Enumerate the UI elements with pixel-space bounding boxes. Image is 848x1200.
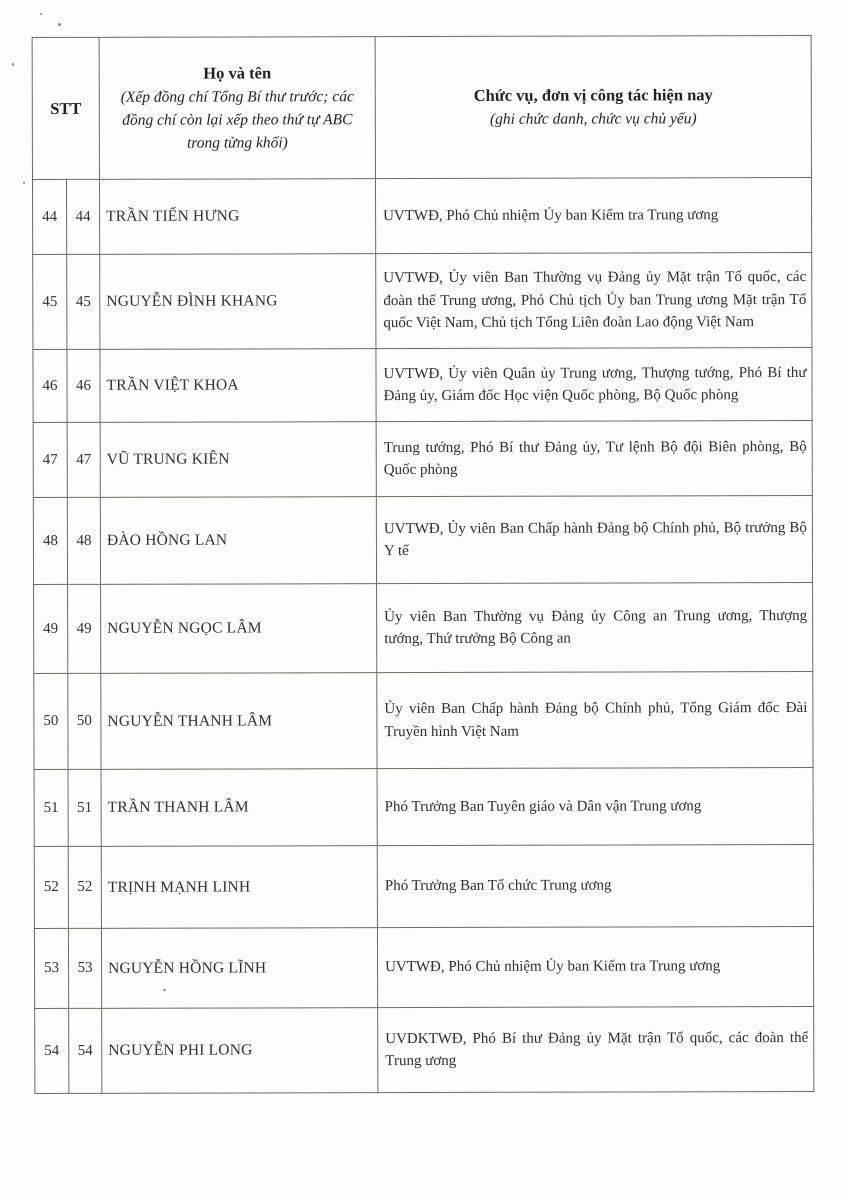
stt-cell-dup: 49	[68, 584, 101, 673]
position-cell: UVDKTWĐ, Phó Bí thư Đảng ủy Mặt trận Tổ quốc, các đoàn thể Trung ương	[378, 1006, 814, 1092]
table-row	[32, 177, 811, 254]
name-cell: NGUYỄN THANH LÂM	[101, 673, 377, 770]
table-row	[33, 420, 812, 497]
stt-cell-dup: 52	[68, 846, 101, 928]
position-cell: UVTWĐ, Ủy viên Ban Chấp hành Đảng bộ Chính phủ, Bộ trưởng Bộ Y tế	[376, 495, 812, 583]
table-row	[34, 767, 813, 846]
header-position-title: Chức vụ, đơn vị công tác hiện nay	[473, 85, 713, 105]
name-cell: NGUYỄN HỒNG LĨNH	[101, 928, 377, 1009]
table-header-row	[32, 35, 811, 179]
stt-cell: 53	[34, 928, 68, 1008]
stt-cell: 45	[33, 254, 67, 349]
stt-cell: 46	[33, 349, 67, 422]
stt-cell-dup: 46	[67, 349, 100, 422]
scan-speck	[12, 63, 14, 66]
position-cell: Phó Trưởng Ban Tuyên giáo và Dân vận Trung ương	[377, 767, 813, 845]
stt-cell-dup: 45	[67, 254, 100, 349]
stt-cell: 44	[32, 179, 66, 254]
header-position-subtitle: (ghi chức danh, chức vụ chủ yếu)	[489, 110, 697, 128]
position-cell: Ủy viên Ban Chấp hành Đảng bộ Chính phủ, Tổng Giám đốc Đài Truyền hình Việt Nam	[377, 671, 813, 768]
stt-cell-dup: 53	[68, 928, 101, 1008]
name-cell: TRẦN THANH LÂM	[101, 769, 377, 847]
table-row	[34, 844, 813, 928]
header-name-title: Họ và tên	[203, 63, 272, 83]
table-row	[34, 671, 813, 769]
table-row	[33, 252, 812, 349]
stt-cell: 49	[34, 584, 68, 673]
stt-cell-dup: 51	[68, 769, 101, 846]
position-cell: UVTWĐ, Ủy viên Quân ủy Trung ương, Thượng tướng, Phó Bí thư Đảng ủy, Giám đốc Học viện Quốc phòng, Bộ Quốc phòng	[376, 347, 812, 421]
name-cell: TRỊNH MẠNH LINH	[101, 846, 377, 929]
table-row	[34, 582, 813, 673]
stt-cell-dup: 54	[69, 1008, 102, 1093]
position-cell: UVTWĐ, Phó Chủ nhiệm Ủy ban Kiểm tra Trung ương	[375, 177, 811, 253]
scan-speck	[40, 13, 42, 15]
name-cell: NGUYỄN ĐÌNH KHANG	[100, 254, 376, 350]
stt-cell-dup: 48	[67, 497, 100, 584]
position-cell: Ủy viên Ban Thường vụ Đảng ủy Công an Trung ương, Thượng tướng, Thứ trưởng Bộ Công an	[377, 582, 813, 672]
stt-cell: 48	[33, 497, 67, 584]
name-cell: NGUYỄN NGỌC LÂM	[101, 584, 377, 674]
position-cell: Phó Trưởng Ban Tổ chức Trung ương	[377, 844, 813, 927]
stt-cell: 50	[34, 673, 68, 769]
stt-cell: 52	[34, 846, 68, 928]
stt-cell: 51	[34, 769, 68, 846]
name-cell: NGUYỄN PHI LONG	[102, 1008, 378, 1094]
header-stt: STT	[32, 37, 99, 179]
personnel-table	[32, 35, 815, 1094]
name-cell: TRẦN VIỆT KHOA	[100, 349, 376, 423]
table-row	[33, 347, 812, 422]
stt-cell: 47	[33, 422, 67, 497]
stt-cell-dup: 50	[68, 673, 101, 769]
name-cell: ĐÀO HỒNG LAN	[100, 497, 376, 585]
stt-cell: 54	[35, 1008, 69, 1093]
stt-cell-dup: 44	[66, 179, 99, 254]
position-cell: Trung tướng, Phó Bí thư Đảng ủy, Tư lệnh Bộ đội Biên phòng, Bộ Quốc phòng	[376, 420, 812, 496]
table-row	[35, 1006, 814, 1093]
header-position	[375, 35, 811, 178]
table-row	[33, 495, 812, 584]
scan-speck	[58, 23, 61, 26]
name-cell: TRẦN TIẾN HƯNG	[99, 179, 375, 255]
position-cell: UVTWĐ, Ủy viên Ban Thường vụ Đảng ủy Mặt trận Tổ quốc, các đoàn thể Trung ương, Phó Chủ tịch Ủy ban Trung ương Mặt trận Tổ quốc Việt Nam, Chủ tịch Tổng Liên đoàn Lao động Việt Nam	[376, 252, 812, 348]
scan-speck	[23, 182, 25, 184]
table-row	[34, 926, 813, 1008]
header-name-subtitle: (Xếp đồng chí Tổng Bí thư trước; các đồng chí còn lại xếp theo thứ tự ABC trong từng khối)	[120, 87, 354, 152]
name-cell: VŨ TRUNG KIÊN	[100, 422, 376, 498]
header-name	[99, 37, 375, 180]
stt-cell-dup: 47	[67, 422, 100, 497]
position-cell: UVTWĐ, Phó Chủ nhiệm Ủy ban Kiểm tra Trung ương	[377, 926, 813, 1007]
